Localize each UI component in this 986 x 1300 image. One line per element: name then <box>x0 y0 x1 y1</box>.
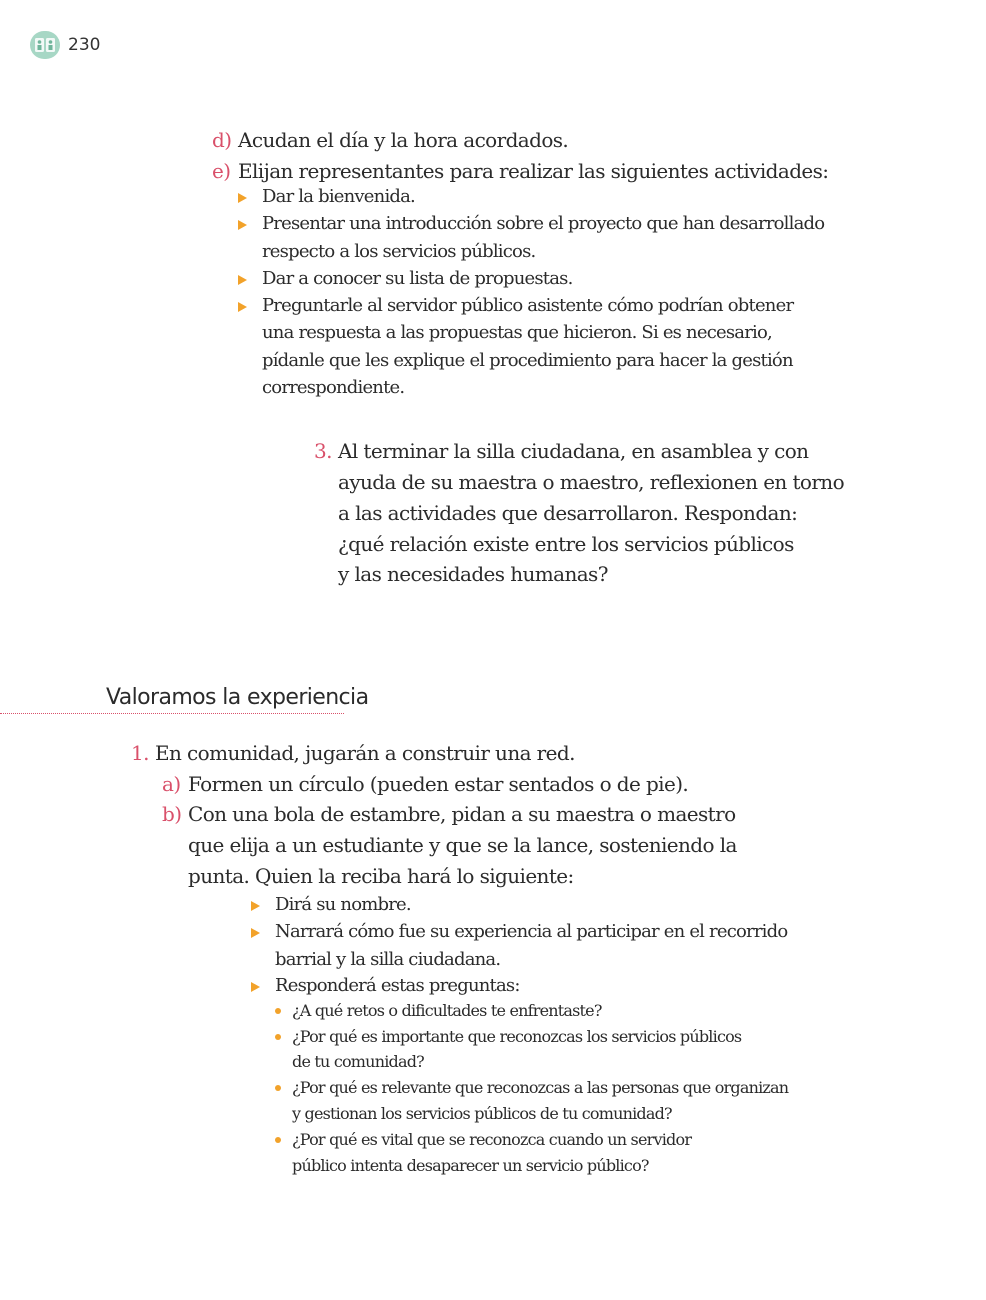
item-b-text: que elija a un estudiante y que se la lance, sosteniendo la <box>188 833 737 857</box>
bullet-dot-icon <box>275 1034 281 1040</box>
list-item: Dar la bienvenida. <box>262 186 415 207</box>
list-item: una respuesta a las propuestas que hicieron. Si es necesario, <box>262 322 772 343</box>
list-item: Presentar una introducción sobre el proyecto que han desarrollado <box>262 213 825 234</box>
question-item: ¿Por qué es vital que se reconozca cuando un servidor <box>292 1130 692 1149</box>
step-1-text: En comunidad, jugarán a construir una red. <box>155 741 575 765</box>
page-number: 230 <box>68 35 101 55</box>
step-3-text: Al terminar la silla ciudadana, en asamblea y con <box>338 439 809 463</box>
question-item: de tu comunidad? <box>292 1052 424 1071</box>
list-item: Preguntarle al servidor público asistente cómo podrían obtener <box>262 295 794 316</box>
list-item: pídanle que les explique el procedimiento para hacer la gestión <box>262 350 793 371</box>
bullet-arrow-icon <box>238 302 247 312</box>
item-d-text: Acudan el día y la hora acordados. <box>238 128 569 152</box>
item-e-text: Elijan representantes para realizar las siguientes actividades: <box>238 159 829 183</box>
step-3-text: ¿qué relación existe entre los servicios públicos <box>338 532 794 556</box>
step-3-text: a las actividades que desarrollaron. Respondan: <box>338 501 798 525</box>
bullet-dot-icon <box>275 1085 281 1091</box>
list-item: Responderá estas preguntas: <box>275 975 520 996</box>
item-b-marker: b) <box>162 802 182 826</box>
item-a-marker: a) <box>162 772 181 796</box>
section-title: Valoramos la experiencia <box>106 685 369 710</box>
page-header <box>30 31 100 59</box>
list-item: respecto a los servicios públicos. <box>262 241 536 262</box>
item-e-marker: e) <box>212 159 231 183</box>
item-b-text: punta. Quien la reciba hará lo siguiente: <box>188 864 574 888</box>
bullet-arrow-icon <box>251 982 260 992</box>
step-1-marker: 1. <box>131 741 149 765</box>
bullet-arrow-icon <box>238 220 247 230</box>
question-item: ¿Por qué es relevante que reconozcas a las personas que organizan <box>292 1078 789 1097</box>
item-b-text: Con una bola de estambre, pidan a su maestra o maestro <box>188 802 736 826</box>
list-item: barrial y la silla ciudadana. <box>275 949 501 970</box>
list-item: correspondiente. <box>262 377 405 398</box>
step-3-marker: 3. <box>314 439 332 463</box>
book-icon <box>30 31 60 59</box>
step-3-text: ayuda de su maestra o maestro, reflexionen en torno <box>338 470 845 494</box>
list-item: Narrará cómo fue su experiencia al participar en el recorrido <box>275 921 788 942</box>
section-divider <box>0 713 344 714</box>
question-item: ¿Por qué es importante que reconozcas los servicios públicos <box>292 1027 742 1046</box>
item-d-marker: d) <box>212 128 232 152</box>
step-3-text: y las necesidades humanas? <box>338 562 608 586</box>
list-item: Dirá su nombre. <box>275 894 411 915</box>
question-item: público intenta desaparecer un servicio público? <box>292 1156 649 1175</box>
bullet-dot-icon <box>275 1008 281 1014</box>
bullet-arrow-icon <box>251 901 260 911</box>
question-item: y gestionan los servicios públicos de tu comunidad? <box>292 1104 672 1123</box>
bullet-arrow-icon <box>238 275 247 285</box>
list-item: Dar a conocer su lista de propuestas. <box>262 268 573 289</box>
question-item: ¿A qué retos o dificultades te enfrentaste? <box>292 1001 602 1020</box>
bullet-dot-icon <box>275 1137 281 1143</box>
item-a-text: Formen un círculo (pueden estar sentados o de pie). <box>188 772 689 796</box>
bullet-arrow-icon <box>238 193 247 203</box>
bullet-arrow-icon <box>251 928 260 938</box>
